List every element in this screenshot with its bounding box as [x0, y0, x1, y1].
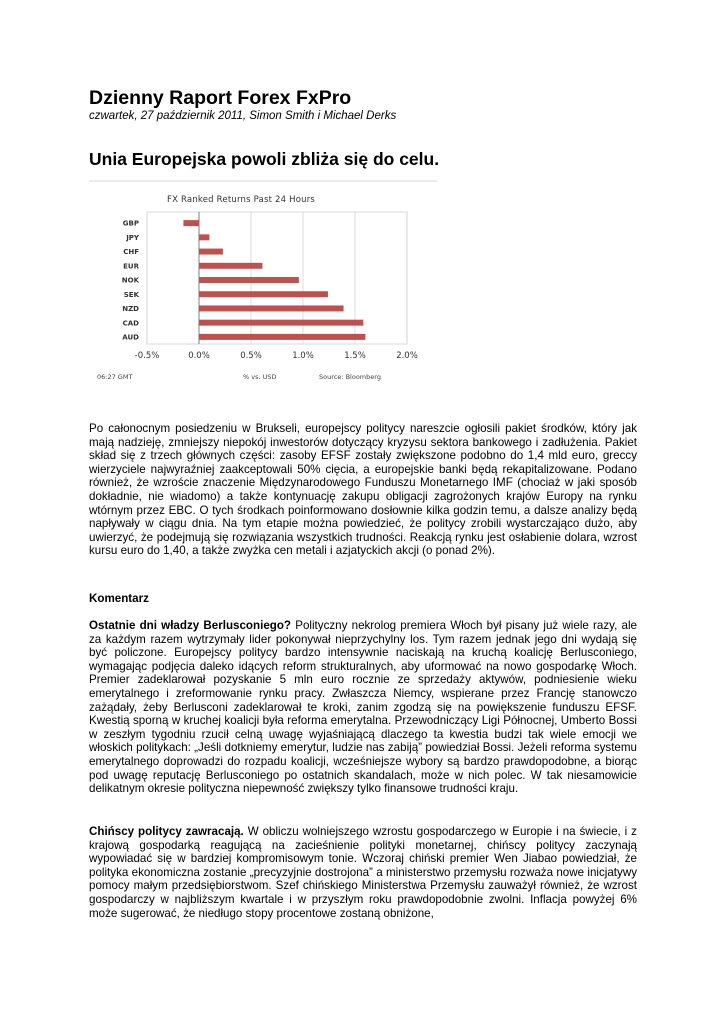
report-title: Dzienny Raport Forex FxPro [89, 87, 352, 109]
x-tick-label: 2.0% [396, 351, 418, 361]
x-tick-label: -0.5% [134, 351, 160, 361]
x-tick-label: 0.5% [240, 351, 262, 361]
chart-source: Source: Bloomberg [319, 373, 381, 381]
bar-nok [199, 277, 299, 283]
category-label-jpy: JPY [126, 233, 139, 242]
category-label-aud: AUD [122, 333, 139, 342]
chart-x-axis-label: % vs. USD [243, 373, 277, 381]
fx-returns-chart [89, 180, 437, 386]
category-label-sek: SEK [123, 290, 139, 299]
x-tick-label: 0.0% [188, 351, 210, 361]
bar-nzd [199, 305, 344, 311]
intro-text: Po całonocnym posiedzeniu w Brukseli, europejscy politycy nareszcie ogłosili pakiet środków, który jak mają nadzieję, zmniejszy niepokój inwestorów dotyczący kryzysu sektora bankowego i zadłużenia. Pakiet skład się z trzech głównych części: zasoby EFSF zostały zwiększone podobno do 1,4 mld euro, greccy wierzyciele najwyraźniej zaakceptowali 50% cięcia, a europejskie banki będą rekapitalizowane. Podano również, że wzroście znaczenie Międzynarodowego Funduszu Monetarnego IMF (chociaż w jaki sposób dokładnie, nie wiadomo) a także kontynuację zakupu obligacji zagrożonych krajów Europy na rynku wtórnym przez EBC. O tych środkach poinformowano dosłownie kilka godzin temu, a dalsze analizy będą napływały w ciągu dnia. Na tym etapie można powiedzieć, że politycy zrobili wystarczająco dużo, aby uwierzyć, że podejmują się rozwiązania wszystkich trudności. Reakcją rynku jest osłabienie dolara, wzrost kursu euro do 1,40, a także zwyżka cen metali i azjatyckich akcji (o ponad 2%). [89, 422, 637, 558]
berlusconi-text: Polityczny nekrolog premiera Włoch był pisany już wiele razy, ale za każdym razem wytrzymały lider pokonywał nieprzychylny los. Tym razem jednak jego dni wydają się być policzone. Europejscy politycy bardzo intensywnie naciskają na kruchą koalicję Berlusconiego, wymagając podjęcia daleko idących reform strukturalnych, aby uformować na nowo gospodarkę Włoch. Premier zadeklarował pozyskanie 5 mln euro rocznie ze sprzedaży aktywów, podniesienie wieku emerytalnego i zreformowanie rynku pracy. Zwłaszcza Niemcy, wspierane przez Francję stanowczo zażądały, żeby Berlusconi zadeklarował te kroki, zanim zgodzą się na powiększenie funduszu EFSF. Kwestią sporną w kruchej koalicji była reforma emerytalna. Przewodniczący Ligi Północnej, Umberto Bossi w zeszłym tygodniu rzucił celną uwagę wyjaśniającą dlaczego ta kwestia budzi tak wiele emocji we włoskich politykach: „Jeśli dotkniemy emerytur, ludzie nas zabiją” powiedział Bossi. Jeżeli reforma systemu emerytalnego doprowadzi do rozpadu koalicji, wcześniejsze wybory są bardzo prawdopodobne, a biorąc pod uwagę reputację Berlusconiego po ostatnich skandalach, może w nich polec. W tak niesamowicie delikatnym okresie polityczna niepewność zwiększy tylko finansowe trudności kraju. [89, 619, 637, 796]
bar-eur [199, 263, 262, 269]
bar-jpy [199, 234, 209, 240]
china-paragraph [89, 825, 637, 920]
bar-sek [199, 291, 328, 297]
category-label-cad: CAD [122, 319, 139, 328]
china-text: W obliczu wolniejszego wzrostu gospodarczego w Europie i na świecie, i z krajową gospodarką reagującą na zacieśnienie polityki monetarnej, chińscy politycy zaczynają wypowiadać się w bardziej kompromisowym tonie. Wczoraj chiński premier Wen Jiabao powiedział, że polityka ekonomiczna zostanie „precyzyjnie dostrojona” a ministerstwo przemysłu rozważa nowe inicjatywy pomocy małym przedsiębiorstwom. Szef chińskiego Ministerstwa Przemysłu zauważył również, że wzrost gospodarczy w najbliższym kwartale i w przyszłym roku prawdopodobnie zwolni. Inflacja powyżej 6% może sugerować, że niedługo stopy procentowe zostaną obniżone, [89, 825, 637, 920]
x-tick-label: 1.0% [292, 351, 314, 361]
category-label-chf: CHF [123, 248, 139, 257]
berlusconi-paragraph [89, 619, 637, 796]
category-label-nzd: NZD [122, 305, 139, 314]
chart-timestamp: 06:27 GMT [97, 373, 133, 381]
x-tick-label: 1.5% [344, 351, 366, 361]
berlusconi-lead: Ostatnie dni władzy Berlusconiego? [89, 619, 292, 632]
section-heading-komentarz: Komentarz [89, 592, 149, 605]
category-label-eur: EUR [123, 262, 139, 271]
bar-chf [199, 249, 223, 255]
bar-cad [199, 320, 363, 326]
china-lead: Chińscy politycy zawracają. [89, 825, 244, 838]
category-label-nok: NOK [121, 276, 139, 285]
bar-gbp [183, 220, 199, 226]
bar-aud [199, 334, 365, 340]
chart-title: FX Ranked Returns Past 24 Hours [167, 195, 316, 205]
report-date-authors: czwartek, 27 październik 2011, Simon Smith i Michael Derks [89, 110, 397, 122]
article-headline: Unia Europejska powoli zbliża się do celu. [89, 149, 440, 169]
category-label-gbp: GBP [122, 219, 139, 228]
intro-paragraph [89, 422, 637, 558]
